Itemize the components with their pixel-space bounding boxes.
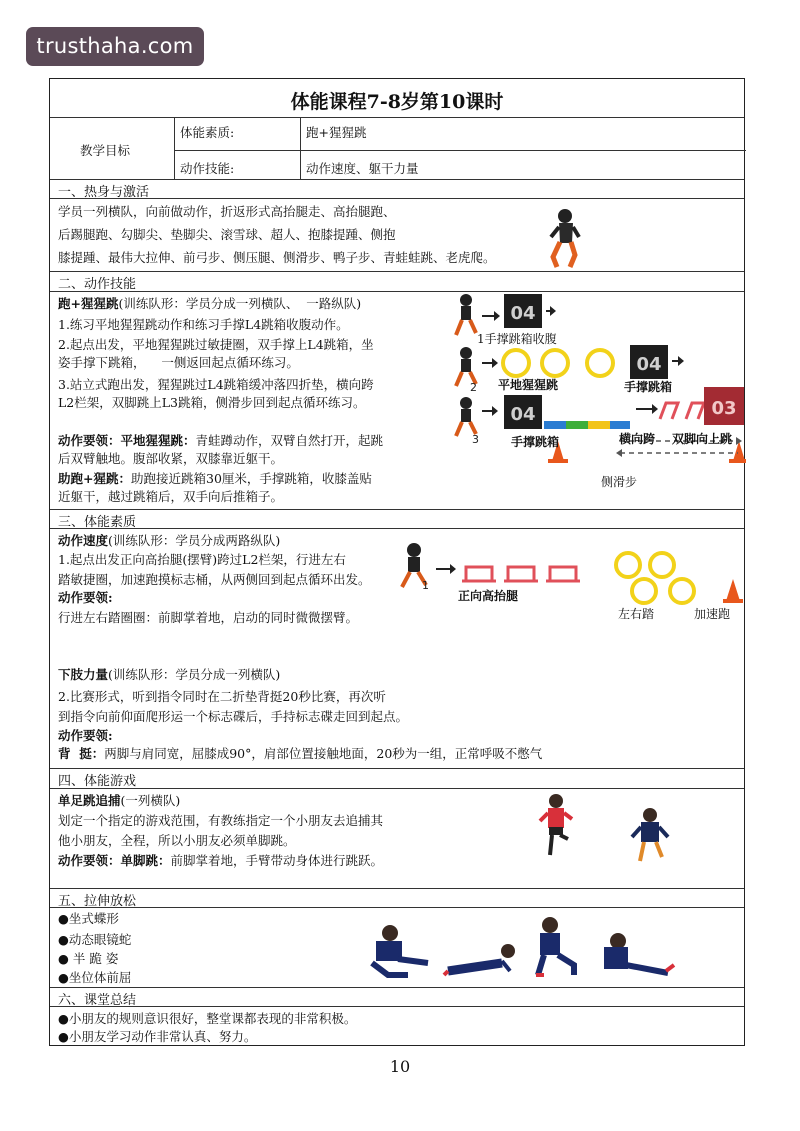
sec4-heading: 单足跳追捕 <box>58 793 121 808</box>
goals-label: 教学目标 <box>80 143 131 158</box>
box-03: 03 <box>711 398 737 419</box>
num-2: 2 <box>470 381 477 394</box>
num-3: 3 <box>472 433 479 446</box>
sec2-essentials-1-head: 动作要领：平地猩猩跳： <box>58 433 196 448</box>
sec3-speed-line-1: 1.起点出发正向高抬腿(摆臂)跨过L2栏架，行进左右 <box>58 552 346 567</box>
goal-key-1: 体能素质: <box>180 125 235 140</box>
sec3-speed-head: 动作速度 <box>58 533 109 548</box>
summary-item-1: ●小朋友的规则意识很好，整堂课都表现的非常积极。 <box>58 1011 357 1026</box>
sec4-line-2: 他小朋友，全程，所以小朋友必须单脚跳。 <box>58 833 296 848</box>
goal-key-2: 动作技能: <box>180 161 235 176</box>
sec3-essentials-label: 动作要领: <box>58 590 113 605</box>
sec3-power-line-2: 到指令向前仰面爬形运一个标志碟后，手持标志碟走回到起点。 <box>58 709 409 724</box>
sec1-line-1: 学员一列横队，向前做动作，折返形式高抬腿走、高抬腿跑、 <box>58 204 396 219</box>
sec4-line-1: 划定一个指定的游戏范围，有教练指定一个小朋友去追捕其 <box>58 813 384 828</box>
sec4-essentials-text: 前脚掌着地，手臂带动身体进行跳跃。 <box>170 853 384 868</box>
sec2-heading-note: (训练队形：学员分成一列横队、 一路纵队) <box>118 296 362 311</box>
sec2-line-5: L2栏架，双脚跳上L3跳箱，侧滑步回到起点循环练习。 <box>58 395 366 410</box>
label-hand-box-2: 手撑跳箱 <box>511 435 560 449</box>
label-side-step: 横向跨 <box>619 432 656 446</box>
label-jump-up: 双脚向上跳 <box>672 432 733 446</box>
section-3-title: 三、体能素质 <box>58 515 137 530</box>
sec1-line-3: 膝提踵、最伟大拉伸、前弓步、侧压腿、侧滑步、鸭子步、青蛙蛙跳、老虎爬。 <box>58 250 496 265</box>
sec3-power-line-1: 2.比赛形式，听到指令同时在二折垫背挺20秒比赛，再次听 <box>58 689 386 704</box>
hopping-child-figure-1 <box>538 793 578 857</box>
goal-value-2: 动作速度、躯干力量 <box>306 161 419 176</box>
runner-icon <box>456 397 476 436</box>
sec3-essentials-2-head: 背 挺： <box>58 746 105 761</box>
sec2-line-2: 2.起点出发，平地猩猩跳过敏捷圈，双手撑上L4跳箱，坐 <box>58 337 374 352</box>
sec3-essentials-2-text: 两脚与肩同宽，屈膝成90°，肩部位置接触地面，20秒为一组，正常呼吸不憋气 <box>104 746 543 761</box>
sec2-heading: 跑+猩猩跳 <box>58 296 119 311</box>
cobra-stretch-figure <box>444 944 515 975</box>
label-high-knees: 正向高抬腿 <box>458 589 519 603</box>
box-04-c: 04 <box>510 404 536 425</box>
runner-icon <box>456 294 476 335</box>
sec2-essentials-2-head: 助跑+猩跳： <box>58 471 131 486</box>
stretching-children-figures <box>368 913 678 985</box>
sec3-power-note: (训练队形：学员分成一列横队) <box>108 667 281 682</box>
label-hand-box-1: 手撑跳箱 <box>624 380 673 394</box>
section-6-title: 六、课堂总结 <box>58 993 137 1008</box>
sec3-essentials-text: 行进左右踏圈圈：前脚掌着地，启动的同时微微摆臂。 <box>58 610 359 625</box>
sec2-line-4: 3.站立式跑出发，猩猩跳过L4跳箱缓冲落四折垫，横向跨 <box>58 377 374 392</box>
summary-item-2: ●小朋友学习动作非常认真、努力。 <box>58 1029 257 1044</box>
sec3-essentials-2-label: 动作要领: <box>58 728 113 743</box>
sec2-essentials-2-line-2: 近躯干，越过跳箱后，双手向后推箱子。 <box>58 489 284 504</box>
stretch-item-3: ● 半 跪 姿 <box>58 951 119 966</box>
label-side-step-rings: 左右踏 <box>618 607 655 621</box>
sec2-essentials-1-line-2: 后双臂触地。腹部收紧，双膝靠近躯干。 <box>58 451 284 466</box>
sec3-power-head: 下肢力量 <box>58 667 109 682</box>
section-5-title: 五、拉伸放松 <box>58 894 137 909</box>
sec4-essentials-head: 动作要领：单脚跳： <box>58 853 171 868</box>
section-4-title: 四、体能游戏 <box>58 774 137 789</box>
stretch-item-4: ●坐位体前屈 <box>58 970 132 985</box>
label-side-slide: 侧滑步 <box>601 475 638 489</box>
sec2-essentials-2-line-1: 助跑接近跳箱30厘米，手撑跳箱，收膝盖贴 <box>130 471 372 486</box>
lesson-plan-table <box>49 78 745 1046</box>
half-kneel-figure <box>536 917 574 975</box>
butterfly-stretch-figure <box>372 925 428 975</box>
section-2-title: 二、动作技能 <box>58 277 137 292</box>
sec2-line-1: 1.练习平地猩猩跳动作和练习手撑L4跳箱收腹动作。 <box>58 317 349 332</box>
seated-forward-bend-figure <box>604 933 674 973</box>
skills-diagram <box>448 291 746 496</box>
warmup-runner-figure <box>545 207 585 269</box>
watermark: trusthaha.com <box>26 27 204 66</box>
page-number: 10 <box>389 1057 411 1076</box>
sec4-heading-note: (一列横队) <box>120 793 181 808</box>
sec3-speed-note: (训练队形：学员分成两路纵队) <box>108 533 281 548</box>
goal-value-1: 跑+猩猩跳 <box>306 125 367 140</box>
sec1-line-2: 后踢腿跑、勾脚尖、垫脚尖、滚雪球、超人、抱膝提踵、侧抱 <box>58 227 396 242</box>
label-sprint: 加速跑 <box>694 607 731 621</box>
stretch-item-1: ●坐式蝶形 <box>58 911 119 926</box>
page-title: 体能课程7-8岁第10课时 <box>290 91 504 113</box>
hopping-child-figure-2 <box>628 807 672 865</box>
label-box-jump: 1手撑跳箱收腹 <box>477 332 557 346</box>
sec2-line-3: 姿手撑下跳箱， 一侧返回起点循环练习。 <box>58 355 299 370</box>
num-1: 1 <box>422 579 429 592</box>
box-04-a: 04 <box>510 303 536 324</box>
stretch-item-2: ●动态眼镜蛇 <box>58 932 132 947</box>
label-ground-jump: 平地猩猩跳 <box>498 378 559 392</box>
sec3-speed-line-2: 踏敏捷圈，加速跑摸标志桶，从两侧回到起点循环出发。 <box>58 572 371 587</box>
sec2-essentials-1-line-1: 青蛙蹲动作，双臂自然打开，起跳 <box>195 433 384 448</box>
section-1-title: 一、热身与激活 <box>58 185 150 200</box>
box-04-b: 04 <box>636 354 662 375</box>
